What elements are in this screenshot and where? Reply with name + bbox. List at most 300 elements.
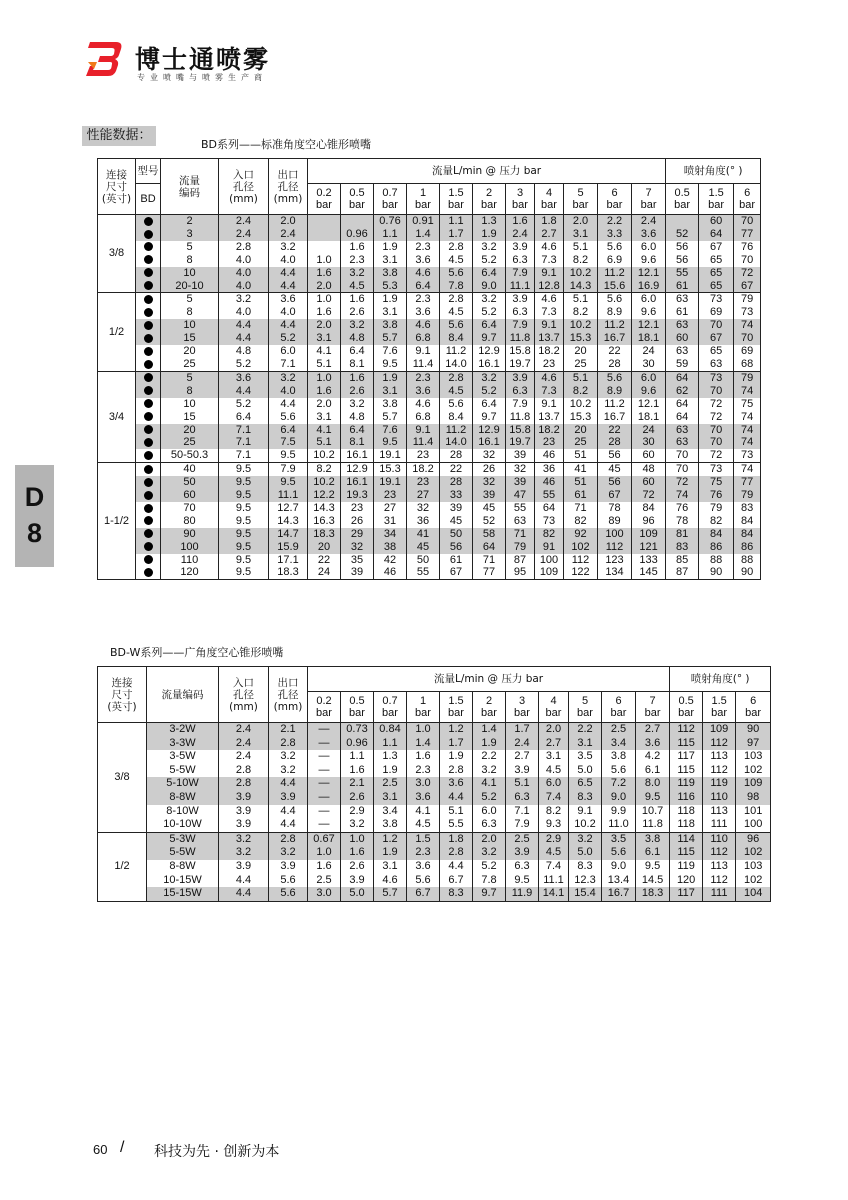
- filled-dot-icon: [144, 281, 153, 290]
- flow-rate-cell: 64: [473, 541, 506, 554]
- flow-rate-cell: —: [308, 723, 341, 737]
- flow-rate-cell: 1.0: [308, 254, 341, 267]
- spray-angle-cell: 69: [699, 306, 734, 319]
- header-spray-angle-group: 喷射角度(° ): [670, 667, 771, 692]
- flow-rate-cell: 3.1: [374, 385, 407, 398]
- inlet-diameter: 2.4: [219, 750, 269, 764]
- flow-rate-cell: 11.8: [506, 411, 535, 424]
- spray-angle-cell: 102: [736, 846, 771, 860]
- flow-rate-cell: 1.2: [440, 723, 473, 737]
- flow-rate-cell: 4.1: [407, 805, 440, 819]
- connection-size: 1/2: [98, 293, 136, 371]
- flow-rate-cell: 11.4: [407, 358, 440, 371]
- flow-rate-cell: 11.0: [602, 818, 636, 832]
- flow-rate-cell: 5.5: [440, 818, 473, 832]
- spray-angle-cell: 112: [670, 723, 703, 737]
- flow-rate-cell: 3.0: [308, 887, 341, 901]
- flow-rate-cell: 3.6: [407, 306, 440, 319]
- flow-code: 100: [161, 541, 219, 554]
- pressure-unit: bar: [316, 199, 332, 211]
- flow-rate-cell: 1.9: [473, 228, 506, 241]
- spray-angle-cell: 70: [699, 385, 734, 398]
- table-row: [98, 228, 761, 241]
- section-label: 性能数据：: [82, 126, 156, 146]
- connection-size: 3/4: [98, 371, 136, 462]
- b-logo-icon: [84, 40, 124, 78]
- flow-rate-cell: 14.1: [539, 887, 569, 901]
- flow-rate-cell: 28: [598, 358, 632, 371]
- spray-angle-cell: 72: [699, 398, 734, 411]
- flow-rate-cell: [341, 215, 374, 228]
- flow-rate-cell: 45: [407, 541, 440, 554]
- spray-angle-cell: 115: [670, 737, 703, 751]
- flow-rate-cell: 1.6: [341, 846, 374, 860]
- table-row: [98, 791, 771, 805]
- flow-rate-cell: 24: [308, 566, 341, 579]
- spray-angle-cell: 68: [734, 358, 761, 371]
- spray-angle-cell: 70: [734, 254, 761, 267]
- flow-rate-cell: 7.2: [602, 777, 636, 791]
- flow-rate-cell: 6.0: [632, 371, 666, 384]
- flow-rate-cell: 41: [407, 528, 440, 541]
- flow-rate-cell: 39: [341, 566, 374, 579]
- flow-code: 25: [161, 358, 219, 371]
- pressure-value: 4: [545, 187, 553, 199]
- inlet-diameter: 3.2: [219, 846, 269, 860]
- spray-angle-cell: 79: [734, 371, 761, 384]
- filled-dot-icon: [144, 438, 153, 447]
- inlet-diameter: 7.1: [219, 449, 269, 462]
- spray-angle-cell: 74: [734, 319, 761, 332]
- flow-rate-cell: 0.73: [341, 723, 374, 737]
- flow-rate-cell: 11.2: [598, 319, 632, 332]
- header-pressure-3: [506, 184, 535, 215]
- pressure-value: 2: [485, 695, 493, 707]
- header-pressure-1.5: [440, 184, 473, 215]
- flow-rate-cell: 32: [407, 502, 440, 515]
- flow-rate-cell: 73: [535, 515, 564, 528]
- flow-rate-cell: 14.3: [564, 280, 598, 293]
- table-row: [98, 293, 761, 306]
- flow-rate-cell: 9.6: [632, 385, 666, 398]
- spray-angle-cell: 101: [736, 805, 771, 819]
- flow-rate-cell: 10.2: [564, 267, 598, 280]
- pressure-value: 0.7: [382, 695, 398, 707]
- table-row: [98, 818, 771, 832]
- spray-angle-cell: 67: [699, 332, 734, 345]
- flow-rate-cell: 8.1: [341, 358, 374, 371]
- flow-rate-cell: 6.3: [506, 254, 535, 267]
- header-model: 型号: [136, 159, 161, 184]
- spray-angle-cell: 88: [734, 554, 761, 567]
- table-row: [98, 874, 771, 888]
- header-pressure-2: [473, 692, 506, 723]
- outlet-diameter: 5.6: [269, 411, 308, 424]
- outlet-diameter: 4.4: [269, 398, 308, 411]
- flow-rate-cell: 27: [407, 489, 440, 502]
- flow-rate-cell: 32: [341, 541, 374, 554]
- flow-rate-cell: 16.7: [598, 332, 632, 345]
- table-row: [98, 385, 761, 398]
- outlet-diameter: 6.4: [269, 424, 308, 437]
- flow-rate-cell: 3.1: [539, 750, 569, 764]
- header-pressure-0.5: [341, 184, 374, 215]
- spray-angle-cell: 73: [734, 449, 761, 462]
- pressure-value: 0.5: [678, 695, 694, 707]
- flow-rate-cell: 2.9: [341, 805, 374, 819]
- flow-rate-cell: 5.1: [564, 241, 598, 254]
- inlet-diameter: 3.9: [219, 791, 269, 805]
- flow-rate-cell: 4.5: [539, 764, 569, 778]
- flow-rate-cell: 91: [535, 541, 564, 554]
- flow-rate-cell: 1.7: [440, 737, 473, 751]
- flow-rate-cell: 6.0: [539, 777, 569, 791]
- spray-angle-cell: 102: [736, 874, 771, 888]
- flow-rate-cell: 1.9: [440, 750, 473, 764]
- flow-rate-cell: 42: [374, 554, 407, 567]
- flow-rate-cell: 9.1: [407, 345, 440, 358]
- table-row: [98, 398, 761, 411]
- flow-rate-cell: 18.1: [632, 332, 666, 345]
- flow-rate-cell: 23: [535, 358, 564, 371]
- flow-rate-cell: 8.9: [598, 306, 632, 319]
- flow-rate-cell: 56: [440, 541, 473, 554]
- flow-rate-cell: 122: [564, 566, 598, 579]
- inlet-diameter: 4.4: [219, 874, 269, 888]
- table-row: [98, 887, 771, 901]
- flow-rate-cell: 1.6: [341, 293, 374, 306]
- header-pressure-7: [632, 184, 666, 215]
- table-row: [98, 241, 761, 254]
- flow-rate-cell: 109: [535, 566, 564, 579]
- flow-rate-cell: 45: [440, 515, 473, 528]
- header-flow-rate-group: 流量L/min @ 压力 bar: [308, 667, 670, 692]
- outlet-diameter: 3.6: [269, 293, 308, 306]
- model-availability: [136, 267, 161, 280]
- flow-rate-cell: 2.2: [569, 723, 602, 737]
- flow-code: 5-10W: [147, 777, 219, 791]
- flow-rate-cell: 112: [564, 554, 598, 567]
- model-availability: [136, 436, 161, 449]
- spray-angle-cell: 64: [666, 398, 699, 411]
- flow-rate-cell: 2.8: [440, 764, 473, 778]
- flow-rate-cell: 5.0: [569, 764, 602, 778]
- flow-code: 20-10: [161, 280, 219, 293]
- flow-rate-cell: 2.2: [598, 215, 632, 228]
- flow-rate-cell: 0.76: [374, 215, 407, 228]
- flow-rate-cell: 2.6: [341, 860, 374, 874]
- flow-rate-cell: 82: [535, 528, 564, 541]
- spray-angle-cell: 74: [734, 436, 761, 449]
- spray-angle-cell: 64: [699, 228, 734, 241]
- spray-angle-cell: 110: [703, 832, 736, 846]
- flow-rate-cell: 46: [535, 476, 564, 489]
- flow-rate-cell: 2.0: [308, 319, 341, 332]
- flow-rate-cell: 12.1: [632, 319, 666, 332]
- table-row: [98, 319, 761, 332]
- flow-rate-cell: 145: [632, 566, 666, 579]
- outlet-diameter: 2.1: [269, 723, 308, 737]
- model-availability: [136, 358, 161, 371]
- spray-angle-cell: 61: [666, 280, 699, 293]
- flow-rate-cell: 0.84: [374, 723, 407, 737]
- flow-rate-cell: 9.5: [374, 358, 407, 371]
- header-pressure-2: [473, 184, 506, 215]
- flow-rate-cell: —: [308, 791, 341, 805]
- flow-rate-cell: 5.7: [374, 411, 407, 424]
- flow-rate-cell: 33: [440, 489, 473, 502]
- flow-rate-cell: 9.9: [602, 805, 636, 819]
- header-line: 入口: [233, 168, 254, 181]
- spray-angle-cell: 63: [666, 345, 699, 358]
- flow-rate-cell: 8.3: [569, 860, 602, 874]
- filled-dot-icon: [144, 568, 153, 577]
- flow-rate-cell: 4.8: [341, 332, 374, 345]
- spray-angle-cell: 90: [734, 566, 761, 579]
- flow-rate-cell: —: [308, 737, 341, 751]
- inlet-diameter: 4.0: [219, 306, 269, 319]
- spray-angle-cell: 70: [699, 436, 734, 449]
- table-row: [98, 832, 771, 846]
- flow-rate-cell: 5.2: [473, 860, 506, 874]
- flow-rate-cell: 5.6: [598, 293, 632, 306]
- inlet-diameter: 9.5: [219, 515, 269, 528]
- pressure-unit: bar: [545, 707, 562, 719]
- flow-rate-cell: 16.1: [341, 449, 374, 462]
- flow-code: 50: [161, 476, 219, 489]
- spray-angle-cell: 114: [670, 832, 703, 846]
- pressure-unit: bar: [739, 199, 756, 211]
- connection-size: 3/8: [98, 215, 136, 293]
- flow-rate-cell: 3.2: [473, 293, 506, 306]
- flow-rate-cell: 1.0: [341, 832, 374, 846]
- flow-rate-cell: 3.8: [374, 818, 407, 832]
- flow-rate-cell: 3.2: [473, 241, 506, 254]
- flow-rate-cell: 67: [598, 489, 632, 502]
- inlet-diameter: 9.5: [219, 476, 269, 489]
- header-line: 连接: [111, 676, 133, 689]
- flow-rate-cell: 5.6: [440, 319, 473, 332]
- flow-rate-cell: 9.0: [602, 791, 636, 805]
- model-availability: [136, 241, 161, 254]
- flow-rate-cell: 1.8: [535, 215, 564, 228]
- flow-rate-cell: 2.6: [341, 791, 374, 805]
- inlet-diameter: 3.2: [219, 293, 269, 306]
- flow-rate-cell: 9.5: [374, 436, 407, 449]
- header-angle-pressure-6: [734, 184, 761, 215]
- flow-rate-cell: 9.1: [535, 319, 564, 332]
- pressure-value: 1.5: [708, 187, 724, 199]
- header-connection-size: [98, 159, 136, 215]
- flow-rate-cell: 4.2: [636, 750, 670, 764]
- filled-dot-icon: [144, 425, 153, 434]
- header-inlet-diameter: [219, 667, 269, 723]
- filled-dot-icon: [144, 255, 153, 264]
- flow-rate-cell: 5.1: [564, 371, 598, 384]
- flow-code: 110: [161, 554, 219, 567]
- pressure-value: 0.7: [382, 187, 398, 199]
- flow-rate-cell: 11.8: [506, 332, 535, 345]
- pressure-unit: bar: [481, 707, 497, 719]
- outlet-diameter: 4.4: [269, 280, 308, 293]
- header-pressure-3: [506, 692, 539, 723]
- flow-rate-cell: 4.6: [535, 293, 564, 306]
- pressure-value: 6: [611, 187, 618, 199]
- flow-rate-cell: 19.7: [506, 436, 535, 449]
- table-row: [98, 541, 761, 554]
- flow-rate-cell: 11.9: [506, 887, 539, 901]
- flow-code: 120: [161, 566, 219, 579]
- flow-rate-cell: 0.67: [308, 832, 341, 846]
- table-row: [98, 449, 761, 462]
- flow-rate-cell: 6.4: [473, 267, 506, 280]
- spray-angle-cell: 90: [736, 723, 771, 737]
- flow-rate-cell: 64: [535, 502, 564, 515]
- flow-rate-cell: 1.6: [506, 215, 535, 228]
- flow-rate-cell: 11.1: [539, 874, 569, 888]
- flow-rate-cell: 2.3: [341, 254, 374, 267]
- model-availability: [136, 293, 161, 306]
- flow-rate-cell: 22: [598, 345, 632, 358]
- spray-angle-cell: 65: [699, 267, 734, 280]
- flow-rate-cell: 4.6: [407, 319, 440, 332]
- flow-rate-cell: 1.4: [407, 228, 440, 241]
- pressure-value: 1.5: [448, 695, 464, 707]
- outlet-diameter: 7.9: [269, 463, 308, 476]
- flow-rate-cell: 5.0: [341, 887, 374, 901]
- flow-rate-cell: 3.2: [341, 818, 374, 832]
- outlet-diameter: 2.4: [269, 228, 308, 241]
- flow-code: 15: [161, 411, 219, 424]
- spray-angle-cell: 69: [734, 345, 761, 358]
- flow-rate-cell: 23: [407, 449, 440, 462]
- flow-rate-cell: 3.4: [602, 737, 636, 751]
- flow-rate-cell: 3.1: [374, 254, 407, 267]
- header-pressure-1: [407, 184, 440, 215]
- flow-rate-cell: 16.7: [602, 887, 636, 901]
- outlet-diameter: 5.6: [269, 874, 308, 888]
- flow-code: 8-8W: [147, 791, 219, 805]
- flow-rate-cell: 13.7: [535, 332, 564, 345]
- flow-rate-cell: 7.8: [473, 874, 506, 888]
- flow-code: 60: [161, 489, 219, 502]
- flow-rate-cell: 27: [374, 502, 407, 515]
- inlet-diameter: 4.8: [219, 345, 269, 358]
- flow-rate-cell: 1.6: [407, 750, 440, 764]
- table-row: [98, 805, 771, 819]
- flow-rate-cell: 31: [374, 515, 407, 528]
- flow-rate-cell: 1.6: [308, 306, 341, 319]
- flow-rate-cell: 71: [506, 528, 535, 541]
- spray-angle-cell: 112: [703, 874, 736, 888]
- flow-rate-cell: 60: [632, 476, 666, 489]
- filled-dot-icon: [144, 542, 153, 551]
- flow-rate-cell: 2.8: [440, 371, 473, 384]
- flow-rate-cell: 55: [407, 566, 440, 579]
- flow-rate-cell: 3.5: [602, 832, 636, 846]
- outlet-diameter: 15.9: [269, 541, 308, 554]
- flow-rate-cell: 4.4: [440, 791, 473, 805]
- header-line: 孔径: [233, 688, 254, 701]
- filled-dot-icon: [144, 217, 153, 226]
- flow-rate-cell: 2.1: [341, 777, 374, 791]
- model-availability: [136, 463, 161, 476]
- flow-rate-cell: 3.9: [506, 293, 535, 306]
- flow-rate-cell: 1.6: [341, 764, 374, 778]
- brand-name: 博士通喷雾: [135, 45, 271, 74]
- flow-rate-cell: 8.4: [440, 332, 473, 345]
- spray-angle-cell: 76: [734, 241, 761, 254]
- model-availability: [136, 280, 161, 293]
- header-angle-pressure-0.5: [666, 184, 699, 215]
- header-angle-pressure-1.5: [699, 184, 734, 215]
- flow-rate-cell: 11.2: [598, 267, 632, 280]
- flow-rate-cell: 1.0: [308, 371, 341, 384]
- flow-rate-cell: 1.9: [374, 764, 407, 778]
- outlet-diameter: 3.2: [269, 241, 308, 254]
- pressure-value: 7: [649, 695, 656, 707]
- table-row: [98, 436, 761, 449]
- flow-rate-cell: 89: [598, 515, 632, 528]
- flow-code: 10-10W: [147, 818, 219, 832]
- header-pressure-5: [569, 692, 602, 723]
- flow-rate-cell: 2.5: [374, 777, 407, 791]
- header-flow-code: 流量编码: [147, 667, 219, 723]
- flow-rate-cell: 2.0: [473, 832, 506, 846]
- spray-angle-cell: 75: [734, 398, 761, 411]
- flow-rate-cell: 19.7: [506, 358, 535, 371]
- pressure-unit: bar: [415, 707, 431, 719]
- filled-dot-icon: [144, 230, 153, 239]
- pressure-value: 3: [518, 695, 526, 707]
- flow-rate-cell: 2.4: [506, 228, 535, 241]
- outlet-diameter: 14.3: [269, 515, 308, 528]
- table-row: [98, 750, 771, 764]
- flow-rate-cell: 16.1: [473, 358, 506, 371]
- flow-rate-cell: 9.0: [602, 860, 636, 874]
- header-pressure-4: [535, 184, 564, 215]
- flow-rate-cell: 11.2: [598, 398, 632, 411]
- flow-rate-cell: 55: [506, 502, 535, 515]
- flow-rate-cell: 7.3: [535, 306, 564, 319]
- flow-rate-cell: 9.1: [535, 267, 564, 280]
- pressure-unit: bar: [606, 199, 623, 211]
- flow-rate-cell: 5.2: [473, 306, 506, 319]
- model-availability: [136, 371, 161, 384]
- flow-rate-cell: 5.2: [473, 791, 506, 805]
- filled-dot-icon: [144, 412, 153, 421]
- pressure-unit: bar: [572, 199, 589, 211]
- flow-code: 70: [161, 502, 219, 515]
- model-availability: [136, 228, 161, 241]
- table-row: [98, 528, 761, 541]
- spray-angle-cell: 83: [734, 502, 761, 515]
- flow-rate-cell: 2.3: [407, 764, 440, 778]
- spray-angle-cell: 84: [734, 515, 761, 528]
- flow-rate-cell: 6.3: [506, 306, 535, 319]
- inlet-diameter: 4.0: [219, 254, 269, 267]
- inlet-diameter: 5.2: [219, 398, 269, 411]
- flow-rate-cell: 10.2: [564, 398, 598, 411]
- spray-angle-cell: 65: [699, 280, 734, 293]
- flow-rate-cell: 28: [598, 436, 632, 449]
- outlet-diameter: 3.2: [269, 371, 308, 384]
- flow-code: 90: [161, 528, 219, 541]
- header-pressure-0.7: [374, 692, 407, 723]
- flow-rate-cell: 8.2: [308, 463, 341, 476]
- table-row: [98, 860, 771, 874]
- flow-rate-cell: 14.0: [440, 436, 473, 449]
